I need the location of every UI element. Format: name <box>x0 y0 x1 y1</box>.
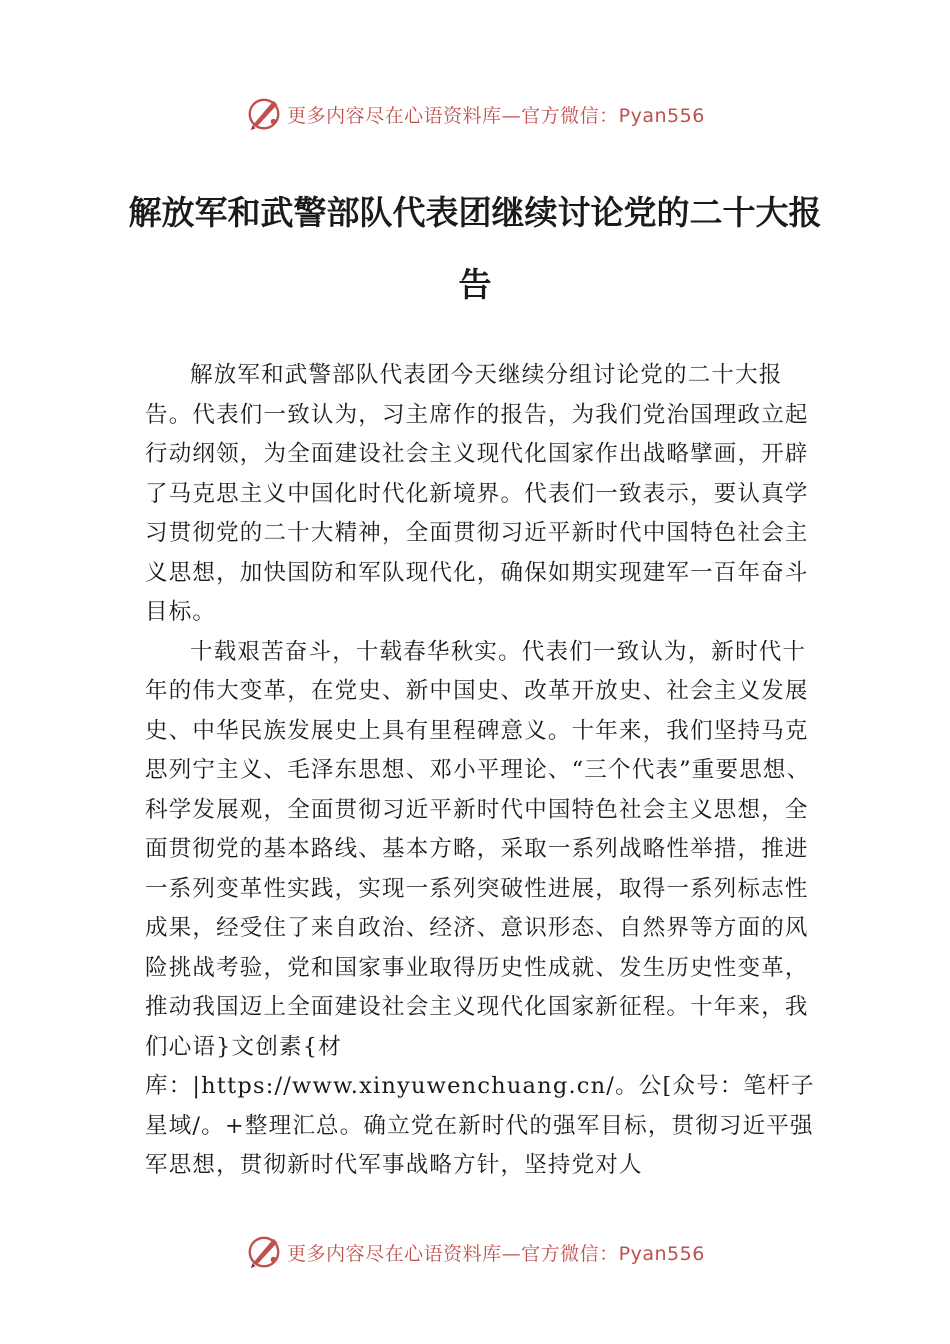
header-banner <box>0 94 950 134</box>
banner-text: 更多内容尽在心语资料库—官方微信：Pyan556 <box>287 104 705 127</box>
footer-banner <box>0 1232 950 1272</box>
paragraph: 十载艰苦奋斗，十载春华秋实。代表们一致认为，新时代十年的伟大变革，在党史、新中国史、改革开放史、社会主义发展史、中华民族发展史上具有里程碑意义。十年来，我们坚持马克思列宁主义、毛泽东思想、邓小平理论、“三个代表”重要思想、科学发展观，全面贯彻习近平新时代中国特色社会主义思想，全面贯彻党的基本路线、基本方略，采取一系列战略性举措，推进一系列变革性实践，实现一系列突破性进展，取得一系列标志性成果，经受住了来自政治、经济、意识形态、自然界等方面的风险挑战考验，党和国家事业取得历史性成就、发生历史性变革，推动我国迈上全面建设社会主义现代化国家新征程。十年来，我们心语}文创素{材库：|https://www.xinyuwenchuang.cn/。公[众号：笔杆子星域/。+整理汇总。确立党在新时代的强军目标，贯彻习近平强军思想，贯彻新时代军事战略方针，坚持党对人 <box>145 638 815 1178</box>
document-body <box>145 356 815 1186</box>
document-title: 解放军和武警部队代表团继续讨论党的二十大报告 <box>128 193 822 304</box>
pen-logo-icon <box>245 95 283 133</box>
pen-logo-icon <box>245 1233 283 1271</box>
wechat-id: Pyan556 <box>618 104 705 127</box>
wechat-id: Pyan556 <box>618 1242 705 1265</box>
banner-text: 更多内容尽在心语资料库—官方微信：Pyan556 <box>287 1242 705 1265</box>
paragraph: 解放军和武警部队代表团今天继续分组讨论党的二十大报告。代表们一致认为，习主席作的报告，为我们党治国理政立起行动纲领，为全面建设社会主义现代化国家作出战略擘画，开辟了马克思主义中国化时代化新境界。代表们一致表示，要认真学习贯彻党的二十大精神，全面贯彻习近平新时代中国特色社会主义思想，加快国防和军队现代化，确保如期实现建军一百年奋斗目标。 <box>145 362 809 625</box>
